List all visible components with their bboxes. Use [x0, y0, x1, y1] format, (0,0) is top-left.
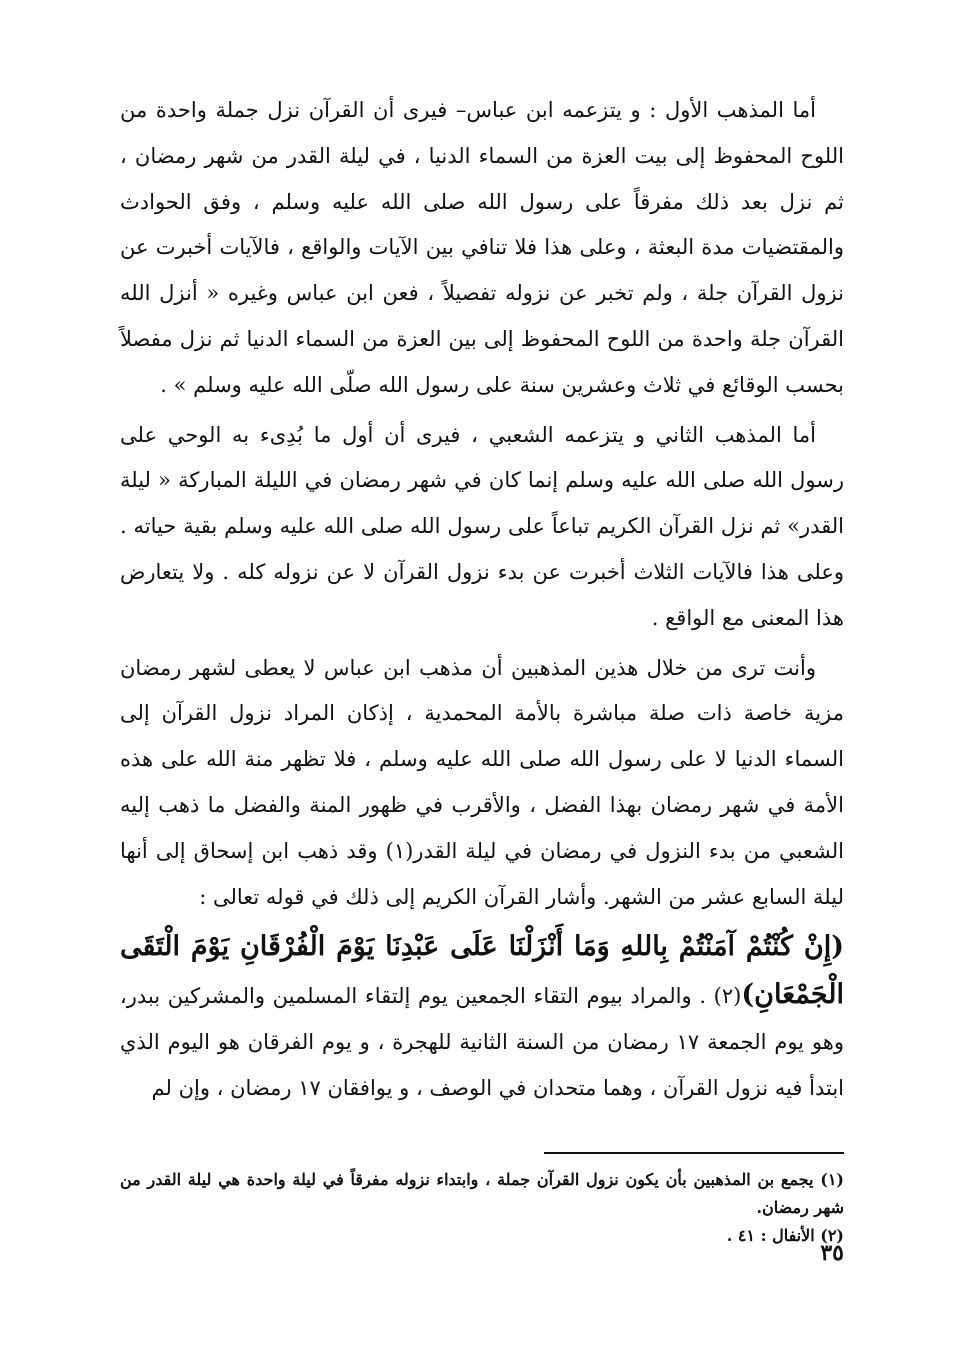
paragraph-first-school: أما المذهب الأول : و يتزعمه ابن عباس– فيرى أن القرآن نزل جملة واحدة من اللوح المحفوظ إلى بيت العزة من السماء الدنيا ، في ليلة القدر من شهر رمضان ، ثم نزل بعد ذلك مفرقاً على رسول الله صلى الله عليه وسلم ، وفق الحوادث والمقتضيات مدة البعثة ، وعلى هذا فلا تنافي بين الآيات والواقع ، فالآيات أخبرت عن نزول القرآن جلة ، ولم تخبر عن نزوله تفصيلاً ، فعن ابن عباس وغيره « أنزل الله القرآن جلة واحدة من اللوح المحفوظ إلى بين العزة من السماء الدنيا ثم نزل مفصلاً بحسب الوقائع في ثلاث وعشرين سنة على رسول الله صلّى الله عليه وسلم » . — [120, 98, 844, 397]
page-number: ٣٥ — [820, 1240, 844, 1266]
footnote-1: (١) يجمع بن المذهبين بأن يكون نزول القرآن جملة ، وابتداء نزوله مفرقاً في ليلة واحدة هي ليلة القدر من شهر رمضان. — [120, 1170, 844, 1217]
footnotes — [120, 1166, 844, 1250]
document-page — [120, 88, 844, 1327]
footnote-2: (٢) الأنفال : ٤١ . — [726, 1226, 844, 1245]
paragraph-second-school: أما المذهب الثاني و يتزعمه الشعبي ، فيرى أن أول ما بُدِىء به الوحي على رسول الله صلى الله عليه وسلم إنما كان في شهر رمضان في الليلة المباركة « ليلة القدر» ثم نزل القرآن الكريم تباعاً على رسول الله صلى الله عليه وسلم بقية حياته . وعلى هذا فالآيات الثلاث أخبرت عن بدء نزول القرآن لا عن نزوله كله . ولا يتعارض هذا المعنى مع الواقع . — [120, 422, 844, 630]
paragraph-comparison: وأنت ترى من خلال هذين المذهبين أن مذهب ابن عباس لا يعطى لشهر رمضان مزية خاصة ذات صلة مباشرة بالأمة المحمدية ، إذكان المراد نزول القرآن إلى السماء الدنيا لا على رسول الله صلى الله عليه وسلم ، فلا تظهر منة الله على هذه الأمة في شهر رمضان بهذا الفضل ، والأقرب في ظهور المنة والفضل ما ذهب إليه الشعبي من بدء النزول في رمضان في ليلة القدر(١) وقد ذهب ابن إسحاق إلى أنها ليلة السابع عشر من الشهر. وأشار القرآن الكريم إلى ذلك في قوله تعالى : — [120, 655, 844, 909]
paragraph-verse-and-explanation — [120, 924, 844, 1111]
footnote-divider — [544, 1152, 844, 1154]
verse-explanation: (٢) . والمراد بيوم التقاء الجمعين يوم إلتقاء المسلمين والمشركين ببدر، وهو يوم الجمعة ١٧ رمضان من السنة الثانية للهجرة ، و يوم الفرقان هو اليوم الذي ابتدأ فيه نزول القرآن ، وهما متحدان في الوصف ، و يوافقان ١٧ رمضان ، وإن لم — [120, 984, 845, 1100]
quran-verse: (إِنْ كُنْتُمْ آمَنْتُمْ بِاللهِ وَمَا أَنْزَلْنَا عَلَى عَبْدِنَا يَوْمَ الْفُرْقَانِ يَوْمَ الْتَقَى الْجَمْعَانِ) — [120, 931, 844, 1011]
